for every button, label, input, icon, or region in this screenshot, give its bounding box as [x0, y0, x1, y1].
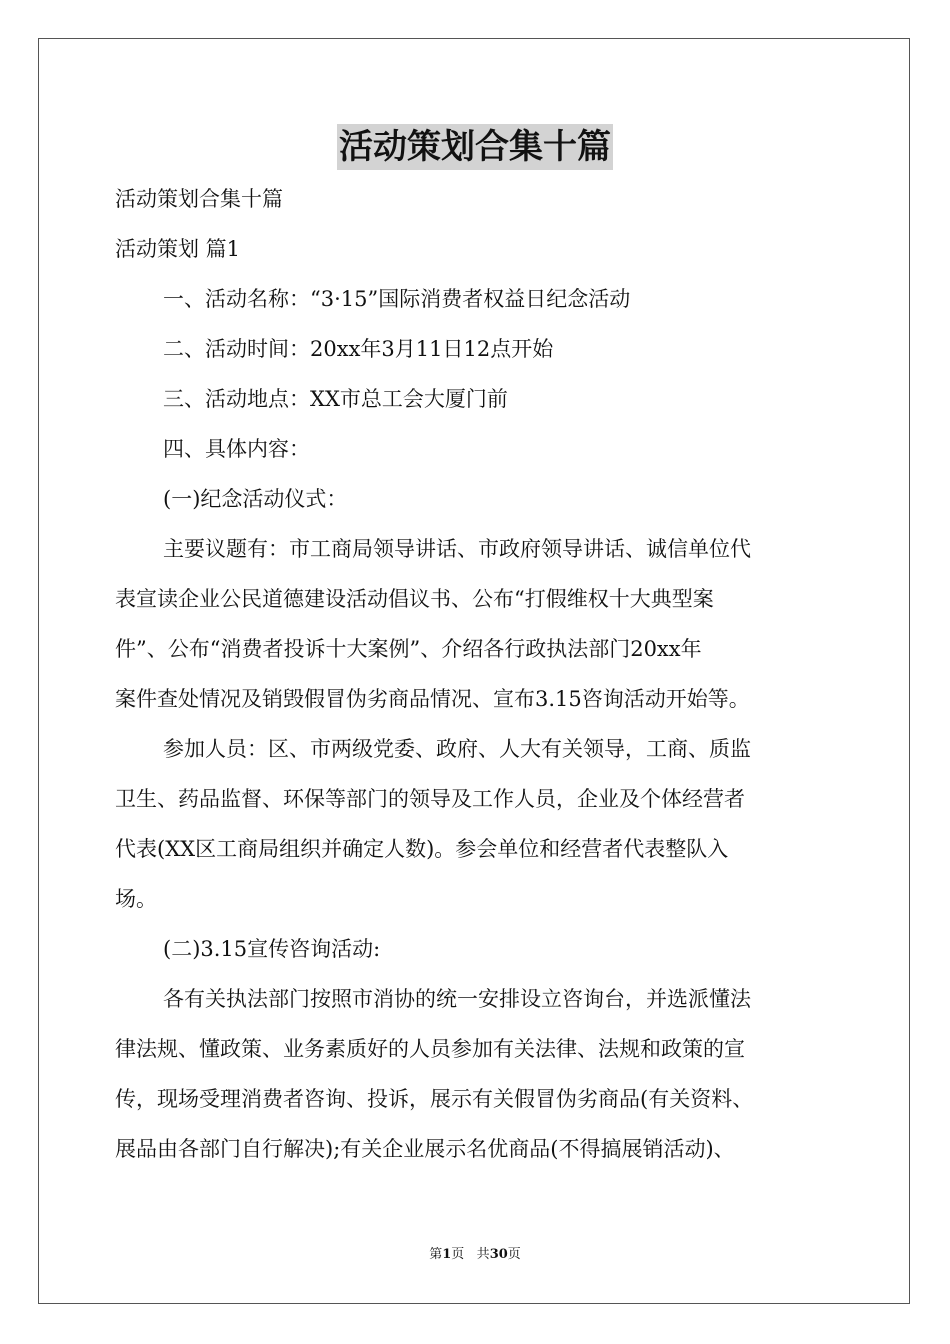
paragraph-consultation-line: 各有关执法部门按照市消协的统一安排设立咨询台，并选派懂法	[163, 987, 751, 1011]
section-heading: 活动策划 篇1	[115, 237, 241, 261]
paragraph-participants-line: 代表(XX区工商局组织并确定人数)。参会单位和经营者代表整队入	[115, 837, 729, 861]
paragraph-agenda-line: 主要议题有：市工商局领导讲话、市政府领导讲话、诚信单位代	[163, 537, 751, 561]
paragraph-agenda-line: 案件查处情况及销毁假冒伪劣商品情况、宣布3.15咨询活动开始等。	[115, 687, 750, 711]
page-border	[38, 38, 910, 1304]
total-pages: 30	[489, 1247, 508, 1262]
paragraph-participants-line: 卫生、药品监督、环保等部门的领导及工作人员，企业及个体经营者	[115, 787, 745, 811]
page-prefix: 第	[429, 1247, 443, 1262]
page-footer	[0, 1246, 950, 1264]
paragraph-participants-line: 场。	[115, 887, 157, 911]
document-title-text: 活动策划合集十篇	[337, 124, 613, 170]
item-activity-location: 三、活动地点：XX市总工会大厦门前	[163, 387, 508, 411]
subsection-heading-ceremony: (一)纪念活动仪式：	[163, 487, 348, 511]
paragraph-participants-line: 参加人员：区、市两级党委、政府、人大有关领导，工商、质监	[163, 737, 751, 761]
paragraph-agenda-line: 件”、公布“消费者投诉十大案例”、介绍各行政执法部门20xx年	[115, 637, 702, 661]
paragraph-consultation-line: 展品由各部门自行解决);有关企业展示名优商品(不得搞展销活动)、	[115, 1137, 735, 1161]
item-activity-time: 二、活动时间：20xx年3月11日12点开始	[163, 337, 554, 361]
item-specific-content: 四、具体内容：	[163, 437, 310, 461]
document-subtitle: 活动策划合集十篇	[115, 187, 283, 211]
paragraph-consultation-line: 律法规、懂政策、业务素质好的人员参加有关法律、法规和政策的宣	[115, 1037, 745, 1061]
item-activity-name: 一、活动名称：“3·15”国际消费者权益日纪念活动	[163, 287, 631, 311]
page-suffix: 页	[451, 1247, 465, 1262]
page-number: 1	[442, 1247, 452, 1262]
paragraph-agenda-line: 表宣读企业公民道德建设活动倡议书、公布“打假维权十大典型案	[115, 587, 714, 611]
paragraph-consultation-line: 传，现场受理消费者咨询、投诉，展示有关假冒伪劣商品(有关资料、	[115, 1087, 754, 1111]
total-prefix: 共	[476, 1247, 490, 1262]
total-suffix: 页	[507, 1247, 521, 1262]
document-title	[0, 124, 950, 170]
subsection-heading-consultation: (二)3.15宣传咨询活动:	[163, 937, 381, 961]
